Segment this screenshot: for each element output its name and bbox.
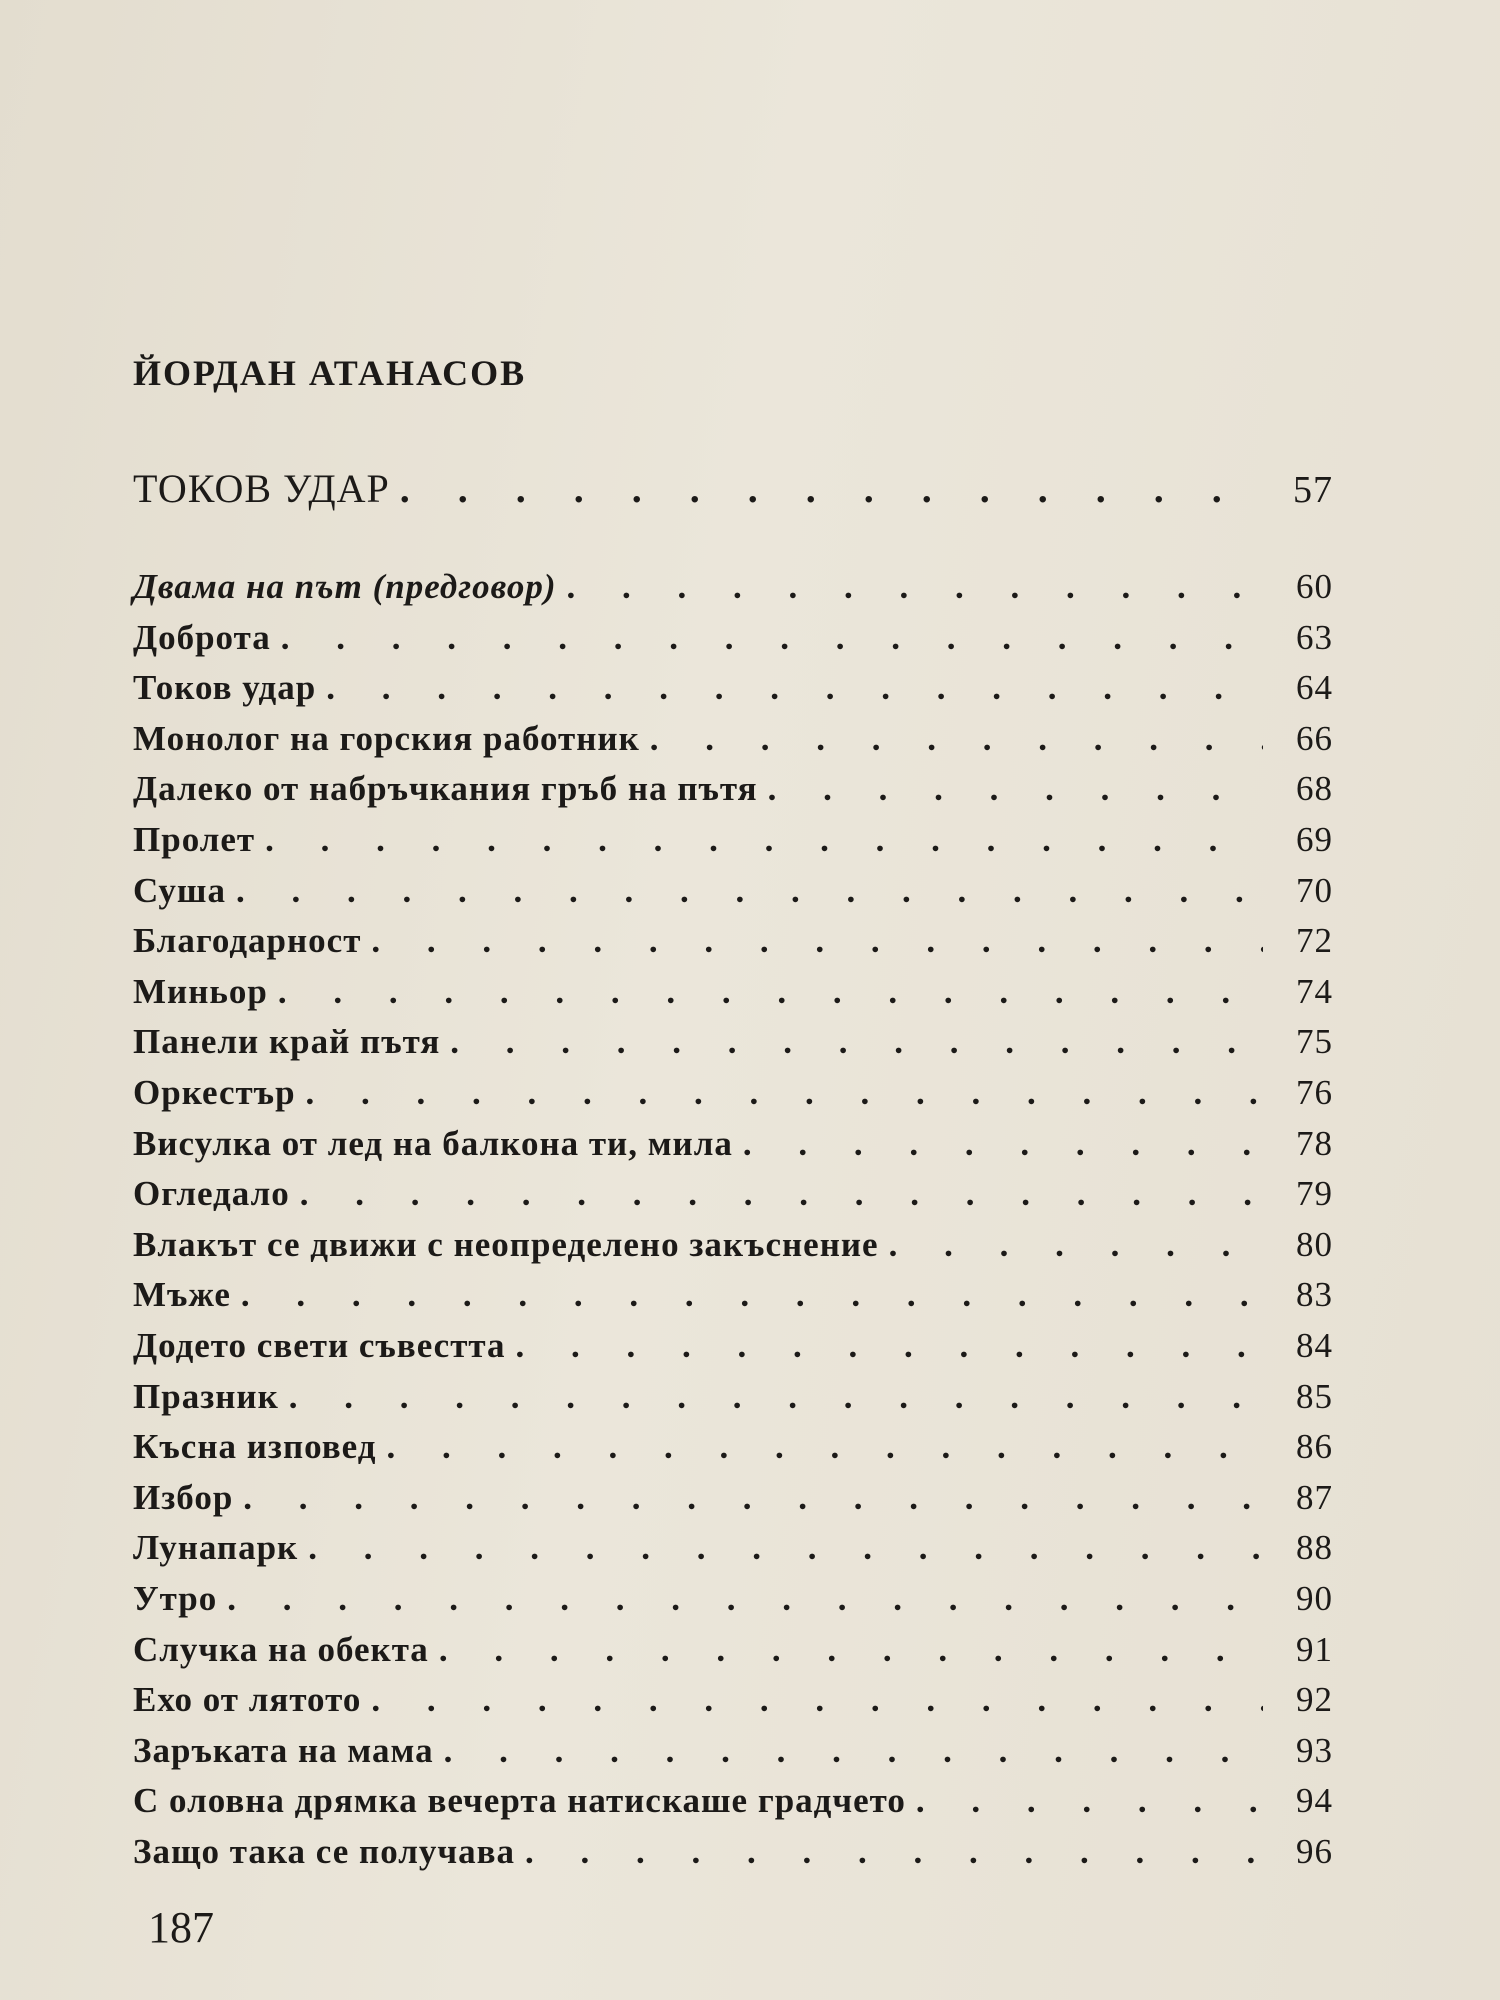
dot-leader xyxy=(650,719,1263,759)
toc-entry xyxy=(133,618,1333,662)
book-title: ТОКОВ УДАР xyxy=(133,466,390,511)
toc-entry-page: 91 xyxy=(1296,1629,1333,1669)
dot-leader xyxy=(386,1427,1263,1467)
dot-leader xyxy=(400,465,1263,512)
toc-entry-page: 85 xyxy=(1296,1376,1333,1416)
toc-entry-title: Избор xyxy=(133,1477,234,1517)
toc-entry-page: 66 xyxy=(1296,718,1333,758)
dot-leader xyxy=(243,1478,1263,1518)
book-title-page: 57 xyxy=(1293,469,1333,511)
toc-entry-title: Монолог на горския работник xyxy=(133,718,640,758)
toc-entry-page: 83 xyxy=(1296,1275,1333,1315)
toc-entry-title: Мъже xyxy=(133,1275,231,1315)
dot-leader xyxy=(743,1124,1263,1164)
toc-entry xyxy=(133,1225,1333,1269)
toc-entry-title: Късна изповед xyxy=(133,1427,377,1467)
toc-entry xyxy=(133,1427,1333,1471)
dot-leader xyxy=(265,820,1263,860)
toc-entry-title: Висулка от лед на балкона ти, мила xyxy=(133,1123,733,1163)
toc-entry-page: 72 xyxy=(1296,921,1333,961)
author-name: ЙОРДАН АТАНАСОВ xyxy=(133,353,527,393)
toc-entry-page: 68 xyxy=(1296,769,1333,809)
dot-leader xyxy=(567,567,1264,607)
toc-entry xyxy=(133,668,1333,712)
toc-entry xyxy=(133,1731,1333,1775)
toc-entry-page: 84 xyxy=(1296,1326,1333,1365)
toc-entry-title: Влакът се движи с неопределено закъснение xyxy=(133,1224,879,1264)
toc-entry-page: 94 xyxy=(1296,1781,1333,1821)
dot-leader xyxy=(241,1275,1263,1315)
toc-entry xyxy=(133,1630,1333,1674)
dot-leader xyxy=(516,1326,1263,1366)
toc-entry xyxy=(133,1579,1333,1623)
toc-entry-page: 86 xyxy=(1296,1427,1333,1467)
dot-leader xyxy=(768,769,1263,809)
page-number: 187 xyxy=(148,1903,214,1952)
toc-entry-page: 74 xyxy=(1296,971,1333,1011)
dot-leader xyxy=(889,1225,1263,1265)
toc-entry xyxy=(133,820,1333,864)
toc-entry xyxy=(133,1073,1333,1117)
toc-entry-page: 78 xyxy=(1296,1123,1333,1163)
toc-entry xyxy=(133,1832,1333,1876)
dot-leader xyxy=(308,1528,1263,1568)
toc-entry-title: Празник xyxy=(133,1376,279,1416)
toc-entry xyxy=(133,769,1333,813)
toc-entry-page: 69 xyxy=(1296,820,1333,859)
toc-entry-title: Панели край пътя xyxy=(133,1022,441,1062)
dot-leader xyxy=(289,1377,1263,1417)
toc-entry-title: С оловна дрямка вечерта натискаше градчето xyxy=(133,1781,906,1821)
toc-entry xyxy=(133,972,1333,1016)
toc-entry-title: Защо така се получава xyxy=(133,1832,516,1871)
dot-leader xyxy=(281,618,1263,658)
toc-entry xyxy=(133,921,1333,965)
toc-entry-title: Случка на обекта xyxy=(133,1629,429,1669)
toc-entry-page: 60 xyxy=(1296,567,1333,606)
toc-entry-title: Огледало xyxy=(133,1174,290,1214)
toc-entry-page: 63 xyxy=(1296,617,1333,657)
toc-entry-page: 64 xyxy=(1296,668,1333,708)
toc-entry-title: Лунапарк xyxy=(133,1528,299,1568)
dot-leader xyxy=(236,871,1263,911)
toc-entry-page: 75 xyxy=(1296,1022,1333,1062)
book-title-entry xyxy=(133,465,1333,509)
toc-entry xyxy=(133,719,1333,763)
dot-leader xyxy=(300,1174,1263,1214)
toc-entry-title: Миньор xyxy=(133,971,268,1011)
toc-entry xyxy=(133,1022,1333,1066)
toc-entry-page: 76 xyxy=(1296,1073,1333,1112)
toc-entry-page: 88 xyxy=(1296,1528,1333,1568)
toc-entry-page: 90 xyxy=(1296,1579,1333,1618)
dot-leader xyxy=(227,1579,1263,1619)
toc-entry-page: 96 xyxy=(1296,1832,1333,1871)
toc-entry-title: Заръката на мама xyxy=(133,1730,434,1770)
toc-entry xyxy=(133,1478,1333,1522)
toc-entry xyxy=(133,1377,1333,1421)
toc-entry-title: Токов удар xyxy=(133,668,317,708)
toc-entry-title: Далеко от набръчкания гръб на пътя xyxy=(133,769,758,809)
toc-entry-title: Суша xyxy=(133,870,226,910)
toc-entry-page: 79 xyxy=(1296,1174,1333,1214)
dot-leader xyxy=(525,1832,1263,1872)
toc-entry-title: Двама на път (предговор) xyxy=(133,567,557,606)
toc-entry-title: Пролет xyxy=(133,820,256,859)
toc-entry-title: Благодарност xyxy=(133,921,362,961)
toc-entry-page: 87 xyxy=(1296,1477,1333,1517)
toc-entry-title: Оркестър xyxy=(133,1073,296,1112)
toc-entry xyxy=(133,1680,1333,1724)
toc-entry xyxy=(133,1781,1333,1825)
dot-leader xyxy=(439,1630,1263,1670)
toc-entry-page: 70 xyxy=(1296,870,1333,910)
dot-leader xyxy=(306,1073,1263,1113)
dot-leader xyxy=(916,1781,1263,1821)
dot-leader xyxy=(371,921,1263,961)
toc-entry-title: Ехо от лятото xyxy=(133,1680,362,1720)
toc-entry-title: Додето свети съвестта xyxy=(133,1326,506,1365)
toc-entry xyxy=(133,567,1333,611)
dot-leader xyxy=(278,972,1263,1012)
toc-entry-page: 80 xyxy=(1296,1224,1333,1264)
toc-entry xyxy=(133,1124,1333,1168)
toc-entry xyxy=(133,1528,1333,1572)
dot-leader xyxy=(444,1731,1263,1771)
toc-entry xyxy=(133,1174,1333,1218)
dot-leader xyxy=(326,668,1263,708)
toc-entry-page: 92 xyxy=(1296,1680,1333,1720)
dot-leader xyxy=(371,1680,1263,1720)
dot-leader xyxy=(450,1022,1263,1062)
toc-entry-title: Доброта xyxy=(133,617,271,657)
toc-entry-page: 93 xyxy=(1296,1730,1333,1770)
toc-entry xyxy=(133,1275,1333,1319)
toc-entry xyxy=(133,871,1333,915)
toc-entry xyxy=(133,1326,1333,1370)
toc-entry-title: Утро xyxy=(133,1579,218,1618)
